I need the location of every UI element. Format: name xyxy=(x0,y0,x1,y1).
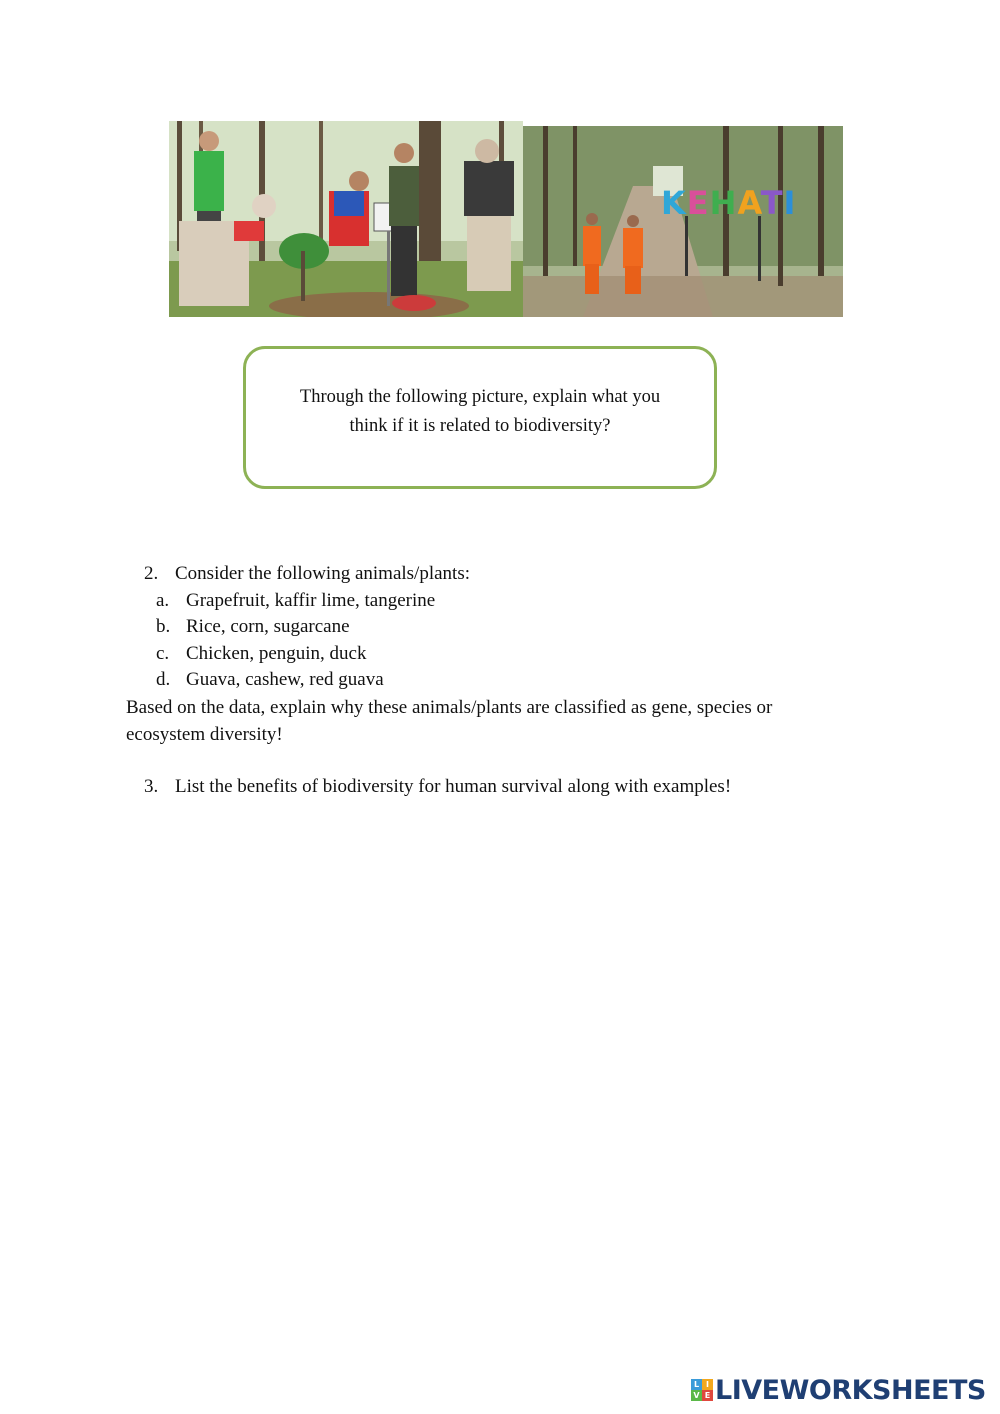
question-3-number: 3. xyxy=(144,776,159,797)
question-3-text: List the benefits of biodiversity for human survival along with examples! xyxy=(175,776,732,797)
liveworksheets-logo[interactable] xyxy=(691,1374,986,1406)
list-item: Grapefruit, kaffir lime, tangerine xyxy=(186,590,436,611)
brand-name: LIVEWORKSHEETS xyxy=(715,1374,986,1406)
item-letter: b. xyxy=(156,616,171,637)
question-2-instruction: Based on the data, explain why these animals/plants are classified as gene, species or ecosystem diversity! xyxy=(126,697,773,745)
prompt-line-2: think if it is related to biodiversity? xyxy=(349,416,611,436)
question-2-number: 2. xyxy=(144,563,159,584)
question-2-text: Consider the following animals/plants: xyxy=(175,563,470,584)
item-letter: a. xyxy=(156,590,170,611)
kehati-sign: KEHATI xyxy=(661,184,797,222)
forest-walk-photo xyxy=(523,126,843,317)
prompt-text xyxy=(266,383,694,441)
liveworksheets-icon: L I V E xyxy=(691,1379,713,1401)
list-item: Guava, cashew, red guava xyxy=(186,669,384,690)
prompt-line-1: Through the following picture, explain what you xyxy=(299,387,661,407)
tree-planting-photo xyxy=(169,121,523,317)
item-letter: c. xyxy=(156,643,170,664)
list-item: Chicken, penguin, duck xyxy=(186,643,367,664)
prompt-box xyxy=(243,346,717,489)
list-item: Rice, corn, sugarcane xyxy=(186,616,350,637)
header-photos xyxy=(169,121,843,317)
item-letter: d. xyxy=(156,669,171,690)
